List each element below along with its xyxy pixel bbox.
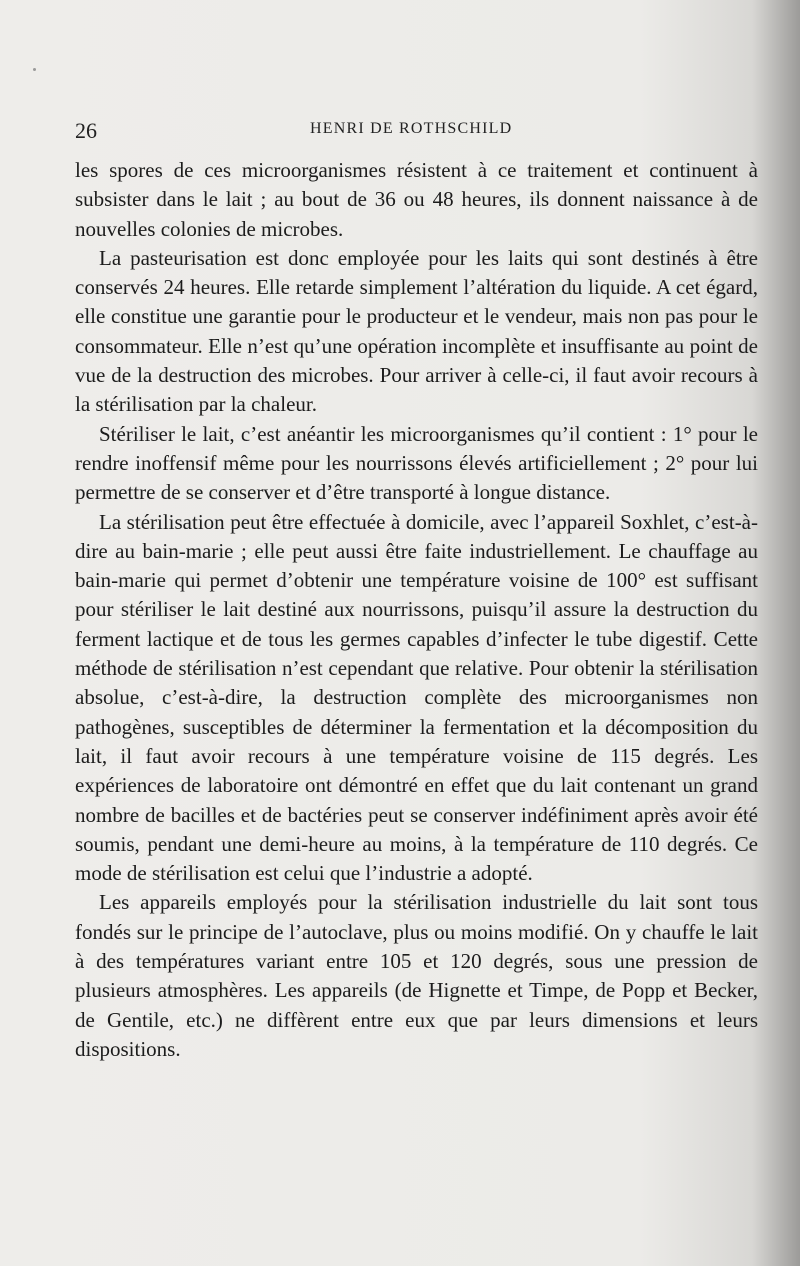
paragraph-4: La stérilisation peut être effectuée à domicile, avec l’appareil Soxhlet, c’est-à-dire au bain-marie ; elle peut aussi être faite industriellement. Le chauffage au bain-marie qui permet d’obtenir une température voisine de 100° est suffisant pour stériliser le lait destiné aux nourrissons, puisqu’il assure la destruction du ferment lactique et de tous les germes capables d’infecter le tube digestif. Cette méthode de stérilisation n’est cependant que relative. Pour obtenir la stérilisation absolue, c’est-à-dire, la destruction complète des microorganismes non pathogènes, susceptibles de déterminer la fermentation et la décomposition du lait, il faut avoir recours à une température voisine de 115 degrés. Les expériences de laboratoire ont démontré en effet que du lait contenant un grand nombre de bacilles et de bactéries peut se conserver indéfiniment après avoir été soumis, pendant une demi-heure au moins, à la température de 110 degrés. Ce mode de stérilisation est celui que l’industrie a adopté. xyxy=(75,509,758,886)
paragraph-2: La pasteurisation est donc employée pour les laits qui sont destinés à être conservés 24 heures. Elle retarde simplement l’altération du liquide. A cet égard, elle constitue une garantie pour le producteur et le vendeur, mais non pas pour le consommateur. Elle n’est qu’une opération incomplète et insuffisante au point de vue de la destruction des microbes. Pour arriver à celle-ci, il faut avoir recours à la stérilisation par la chaleur. xyxy=(75,245,758,417)
paragraph-5: Les appareils employés pour la stérilisation industrielle du lait sont tous fondés sur le principe de l’autoclave, plus ou moins modifié. On y chauffe le lait à des températures variant entre 105 et 120 degrés, sous une pression de plusieurs atmosphères. Les appareils (de Hignette et Timpe, de Popp et Becker, de Gentile, etc.) ne diffèrent entre eux que par leurs dimensions et leurs dispositions. xyxy=(75,890,758,1061)
paper-speck xyxy=(33,68,36,71)
paragraph-1: les spores de ces microorganismes résistent à ce traitement et continuent à subsister dans le lait ; au bout de 36 ou 48 heures, ils donnent naissance à de nouvelles colonies de microbes. xyxy=(75,158,758,241)
page-number: 26 xyxy=(75,118,97,143)
body-text xyxy=(75,156,758,1064)
paragraph-3: Stériliser le lait, c’est anéantir les microorganismes qu’il contient : 1° pour le rendre inoffensif même pour les nourrissons élevés artificiellement ; 2° pour lui permettre de se conserver et d’être transporté à longue distance. xyxy=(75,421,758,505)
running-head: HENRI DE ROTHSCHILD xyxy=(310,120,513,137)
page-header xyxy=(75,116,755,142)
